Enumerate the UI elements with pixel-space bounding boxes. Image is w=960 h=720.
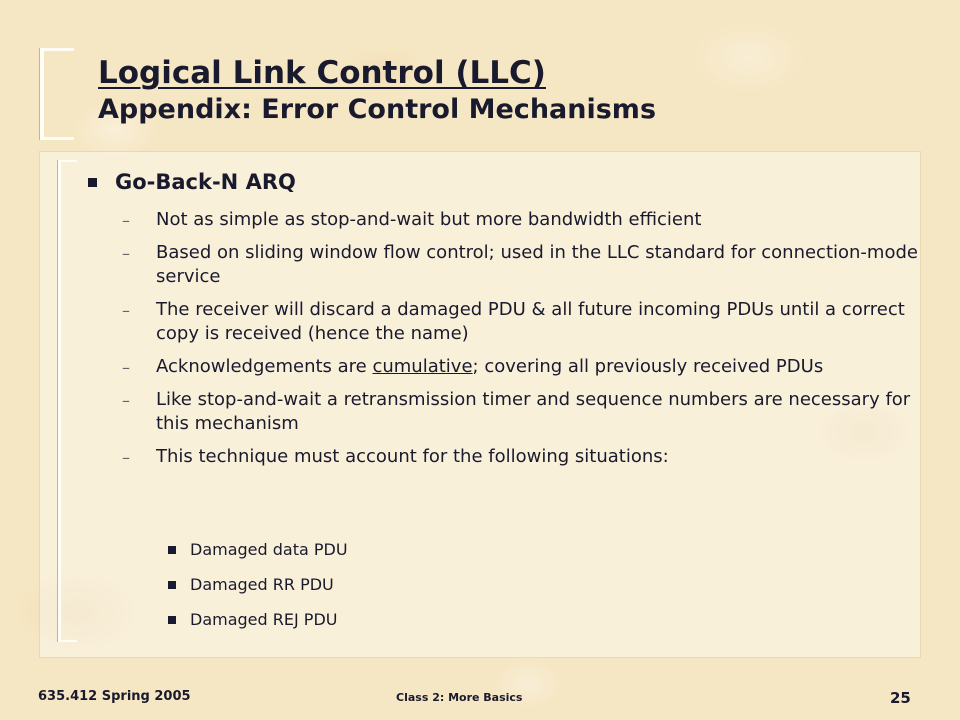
title-block xyxy=(98,54,656,128)
situation-item xyxy=(168,602,348,637)
dash-bullet-icon: – xyxy=(122,301,130,320)
dash-bullet-icon: – xyxy=(122,391,130,410)
situation-text: Damaged REJ PDU xyxy=(190,610,338,629)
sub-bullet xyxy=(122,241,922,289)
square-bullet-icon xyxy=(168,581,176,589)
dash-bullet-icon: – xyxy=(122,358,130,377)
sub-bullet xyxy=(122,388,922,436)
situation-item xyxy=(168,567,348,602)
sub-bullet-text: Based on sliding window flow control; used in the LLC standard for connection-mode service xyxy=(156,242,918,287)
footer-page-number: 25 xyxy=(890,689,911,707)
slide-subtitle: Appendix: Error Control Mechanisms xyxy=(98,94,657,125)
dash-bullet-icon: – xyxy=(122,244,130,263)
situation-list xyxy=(168,532,348,637)
sub-bullet-list xyxy=(122,208,922,478)
title-bracket-decoration xyxy=(40,48,74,140)
sub-bullet xyxy=(122,208,922,232)
sub-bullet-text: Like stop-and-wait a retransmission timer and sequence numbers are necessary for this mechanism xyxy=(156,389,911,434)
situation-item xyxy=(168,532,348,567)
square-bullet-icon xyxy=(88,178,97,187)
main-bullet xyxy=(88,170,296,194)
underlined-term: cumulative xyxy=(372,356,473,377)
situation-text: Damaged data PDU xyxy=(190,540,348,559)
sub-bullet xyxy=(122,445,922,469)
sub-bullet-text: Not as simple as stop-and-wait but more bandwidth efficient xyxy=(156,209,702,230)
square-bullet-icon xyxy=(168,616,176,624)
content-bracket-decoration xyxy=(58,160,77,642)
dash-bullet-icon: – xyxy=(122,211,130,230)
text-fragment: Acknowledgements are xyxy=(156,356,373,377)
square-bullet-icon xyxy=(168,546,176,554)
footer-course: 635.412 Spring 2005 xyxy=(38,689,191,704)
slide-title: Logical Link Control (LLC) xyxy=(98,55,546,91)
footer-class-name: Class 2: More Basics xyxy=(396,691,523,704)
main-bullet-text: Go-Back-N ARQ xyxy=(115,170,296,194)
sub-bullet xyxy=(122,298,922,346)
sub-bullet-text: The receiver will discard a damaged PDU & all future incoming PDUs until a correct copy is received (hence the name) xyxy=(156,299,905,344)
sub-bullet xyxy=(122,355,922,379)
sub-bullet-text: This technique must account for the following situations: xyxy=(156,446,669,467)
text-fragment: ; covering all previously received PDUs xyxy=(472,356,824,377)
situation-text: Damaged RR PDU xyxy=(190,575,334,594)
dash-bullet-icon: – xyxy=(122,448,130,467)
sub-bullet-text xyxy=(156,355,823,379)
